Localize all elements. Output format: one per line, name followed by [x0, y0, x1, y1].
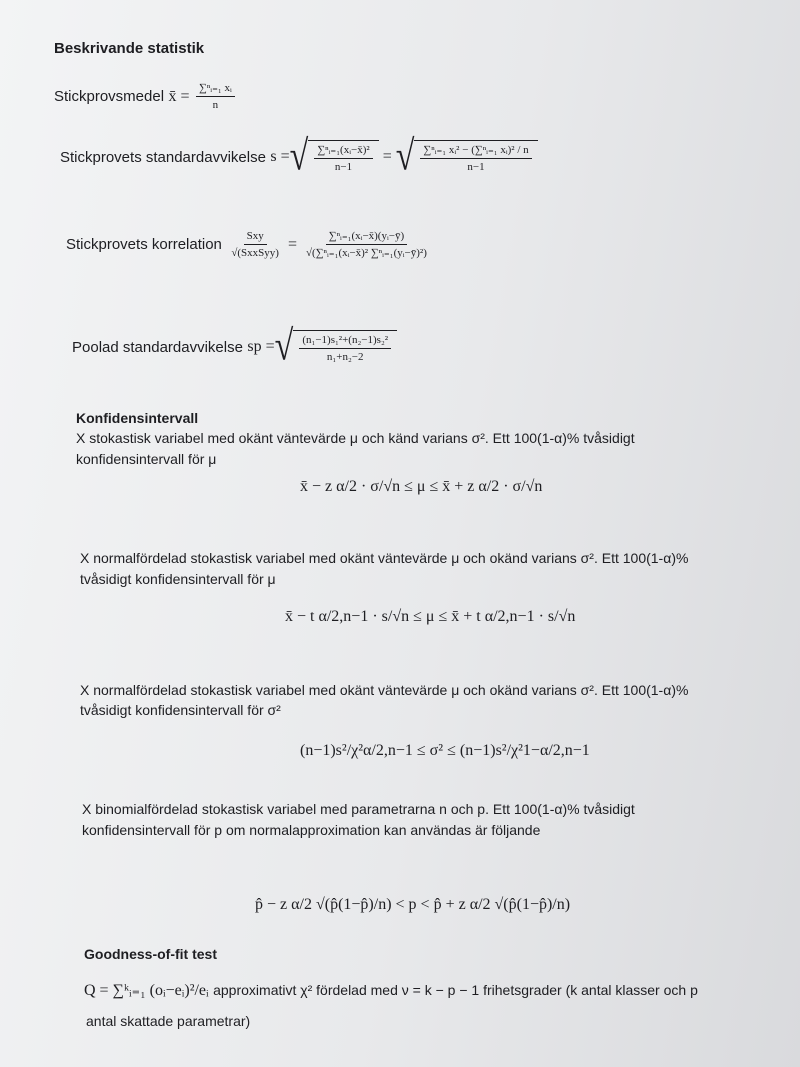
ci1-text1: X stokastisk variabel med okänt väntevärde μ och känd varians σ². Ett 100(1-α)% tvåsidigt [76, 430, 635, 446]
std-row [60, 133, 538, 180]
std-den2: n−1 [467, 161, 485, 173]
ci3-text1: X normalfördelad stokastisk variabel med okänt väntevärde μ och okänd varians σ². Ett 100(1-α)% [80, 682, 689, 698]
corr-den1: √(SxxSyy) [231, 247, 279, 260]
sample-mean-den: n [212, 99, 219, 112]
std-label: Stickprovets standardavvikelse [60, 148, 266, 166]
sample-mean-fraction [196, 82, 235, 111]
ci4-formula: p̂ − z α/2 √(p̂(1−p̂)/n) < p < p̂ + z α/2 √(p̂(1−p̂)/n) [255, 896, 571, 913]
ci2-text2: tvåsidigt konfidensintervall för μ [80, 571, 276, 587]
corr-num2: ∑ⁿᵢ₌₁(xᵢ−x̄)(yᵢ−ȳ) [326, 230, 407, 245]
pooled-label: Poolad standardavvikelse [72, 338, 243, 356]
corr-den2: √(∑ⁿᵢ₌₁(xᵢ−x̄)² ∑ⁿᵢ₌₁(yᵢ−ȳ)²) [306, 247, 427, 260]
sample-mean-row [54, 82, 237, 111]
gof-row [84, 980, 698, 1000]
std-num1: ∑ⁿᵢ₌₁(xᵢ−x̄)² [314, 144, 372, 159]
ci2-text1: X normalfördelad stokastisk variabel med okänt väntevärde μ och okänd varians σ². Ett 100(1-α)% [80, 550, 689, 566]
ci-heading: Konfidensintervall [76, 410, 199, 426]
ci1-formula: x̄ − z α/2 · σ/√n ≤ μ ≤ x̄ + z α/2 · σ/√n [300, 478, 543, 495]
sample-mean-num: ∑ⁿᵢ₌₁ xᵢ [196, 82, 235, 97]
pooled-den: n₁+n₂−2 [326, 351, 364, 363]
gof-heading: Goodness-of-fit test [84, 946, 217, 962]
std-lhs: s = [270, 148, 290, 165]
sample-mean-label: Stickprovsmedel [54, 87, 165, 105]
std-root-1 [289, 133, 379, 180]
sample-mean-lhs: x̄ = [168, 87, 190, 105]
page-title: Beskrivande statistik [54, 40, 205, 57]
ci3-text2: tvåsidigt konfidensintervall för σ² [80, 702, 281, 718]
ci4-text1: X binomialfördelad stokastisk variabel med parametrarna n och p. Ett 100(1-α)% tvåsidigt [82, 801, 635, 817]
pooled-num: (n₁−1)s₁²+(n₂−1)s₂² [299, 334, 391, 349]
sqrt-icon: √ [274, 323, 294, 370]
sqrt-icon: √ [395, 133, 415, 180]
gof-text2: antal skattade parametrar) [86, 1013, 251, 1029]
pooled-lhs: sp = [247, 338, 275, 355]
std-num2: ∑ⁿᵢ₌₁ xᵢ² − (∑ⁿᵢ₌₁ xᵢ)² / n [420, 144, 531, 159]
std-root-2 [395, 133, 538, 180]
std-eq: = [382, 148, 392, 165]
pooled-row [72, 323, 397, 370]
pooled-root [274, 323, 397, 370]
ci3-formula: (n−1)s²/χ²α/2,n−1 ≤ σ² ≤ (n−1)s²/χ²1−α/2,n−1 [300, 742, 590, 759]
corr-num1: Sxy [244, 230, 267, 245]
gof-text1: approximativt χ² fördelad med ν = k − p − 1 frihetsgrader (k antal klasser och p [213, 982, 698, 998]
corr-eq: = [287, 235, 297, 253]
gof-formula: Q = ∑ᵏᵢ₌₁ (oᵢ−eᵢ)²/eᵢ [84, 982, 209, 999]
ci2-formula: x̄ − t α/2,n−1 · s/√n ≤ μ ≤ x̄ + t α/2,n−1 · s/√n [285, 608, 576, 625]
corr-label: Stickprovets korrelation [66, 236, 222, 254]
std-den1: n−1 [334, 161, 353, 173]
sqrt-icon: √ [289, 133, 309, 180]
corr-row [66, 230, 432, 259]
ci1-text2: konfidensintervall för μ [76, 451, 217, 467]
ci4-text2: konfidensintervall för p om normalapproximation kan användas är följande [82, 822, 541, 838]
